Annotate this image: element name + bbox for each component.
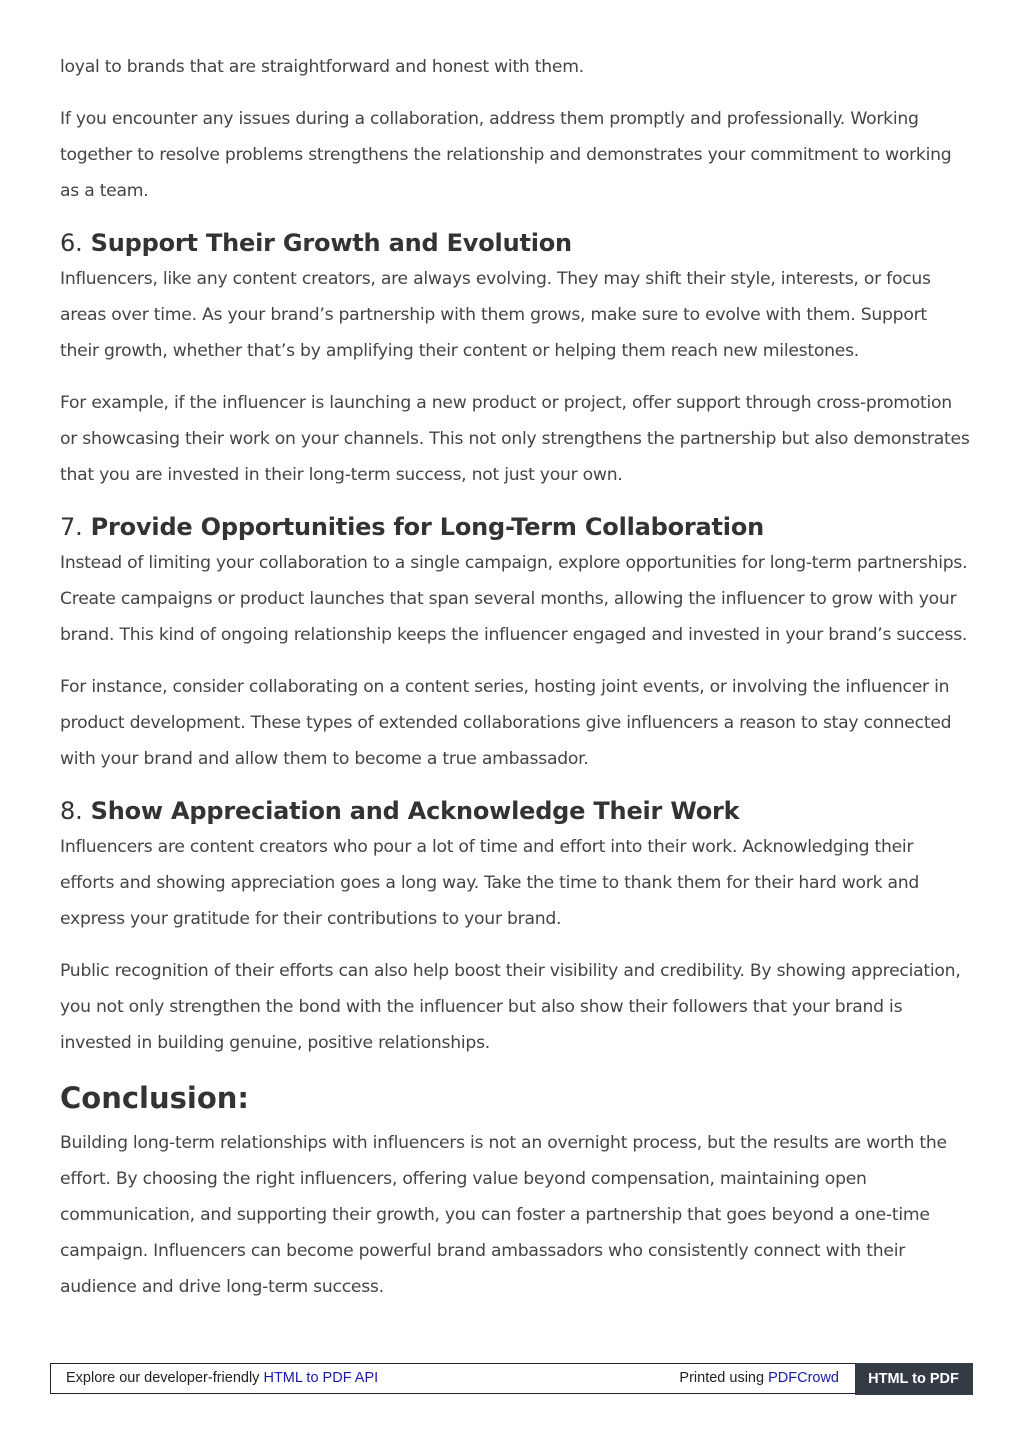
paragraph-issues: If you encounter any issues during a collaboration, address them promptly and professionally. Working together to resolve problems strengthens the relationship and demonstrates your commitment to working as a team. bbox=[60, 109, 952, 201]
footer-printed-text: Printed using bbox=[679, 1370, 769, 1386]
section-6-paragraph-2: For example, if the influencer is launching a new product or project, offer support through cross-promotion or showcasing their work on your channels. This not only strengthens the partnership but also demonstrates that you are invested in their long-term success, not just your own. bbox=[60, 393, 970, 485]
article-body bbox=[60, 49, 970, 1321]
section-8-paragraph-2: Public recognition of their efforts can also help boost their visibility and credibility. By showing appreciation, you not only strengthen the bond with the influencer but also show their followers that your brand is invested in building genuine, positive relationships. bbox=[60, 961, 961, 1053]
section-6-title: Support Their Growth and Evolution bbox=[90, 229, 572, 257]
section-8-heading bbox=[60, 793, 970, 829]
section-8-paragraph-1: Influencers are content creators who pour a lot of time and effort into their work. Acknowledging their efforts and showing appreciation goes a long way. Take the time to thank them for their hard work and express your gratitude for their contributions to your brand. bbox=[60, 837, 920, 929]
pdfcrowd-link[interactable]: PDFCrowd bbox=[768, 1370, 839, 1386]
section-8-number: 8. bbox=[60, 797, 83, 825]
section-7-paragraph-2: For instance, consider collaborating on a content series, hosting joint events, or involving the influencer in product development. These types of extended collaborations give influencers a reason to stay connected with your brand and allow them to become a true ambassador. bbox=[60, 677, 952, 769]
html-to-pdf-badge[interactable]: HTML to PDF bbox=[855, 1363, 973, 1395]
footer-promo bbox=[66, 1364, 378, 1393]
section-6-heading bbox=[60, 225, 970, 261]
conclusion-paragraph: Building long-term relationships with influencers is not an overnight process, but the results are worth the effort. By choosing the right influencers, offering value beyond compensation, maintaining open communication, and supporting their growth, you can foster a partnership that goes beyond a one-time campaign. Influencers can become powerful brand ambassadors who consistently connect with their audience and drive long-term success. bbox=[60, 1133, 947, 1297]
section-7-paragraph-1: Instead of limiting your collaboration to a single campaign, explore opportunities for long-term partnerships. Create campaigns or product launches that span several months, allowing the influencer to grow with your brand. This kind of ongoing relationship keeps the influencer engaged and invested in your brand’s success. bbox=[60, 553, 968, 645]
section-7-number: 7. bbox=[60, 513, 83, 541]
html-to-pdf-api-link[interactable]: HTML to PDF API bbox=[263, 1370, 379, 1386]
section-6-paragraph-1: Influencers, like any content creators, are always evolving. They may shift their style, interests, or focus areas over time. As your brand’s partnership with them grows, make sure to evolve with them. Support their growth, whether that’s by amplifying their content or helping them reach new milestones. bbox=[60, 269, 931, 361]
pdf-footer-banner bbox=[50, 1363, 972, 1394]
conclusion-heading: Conclusion: bbox=[60, 1081, 249, 1115]
paragraph-intro: loyal to brands that are straightforward and honest with them. bbox=[60, 57, 584, 77]
section-8-title: Show Appreciation and Acknowledge Their Work bbox=[90, 797, 740, 825]
footer-printed-using bbox=[679, 1364, 839, 1393]
section-7-heading bbox=[60, 509, 970, 545]
section-7-title: Provide Opportunities for Long-Term Collaboration bbox=[90, 513, 765, 541]
footer-promo-text: Explore our developer-friendly bbox=[66, 1370, 264, 1386]
section-6-number: 6. bbox=[60, 229, 83, 257]
